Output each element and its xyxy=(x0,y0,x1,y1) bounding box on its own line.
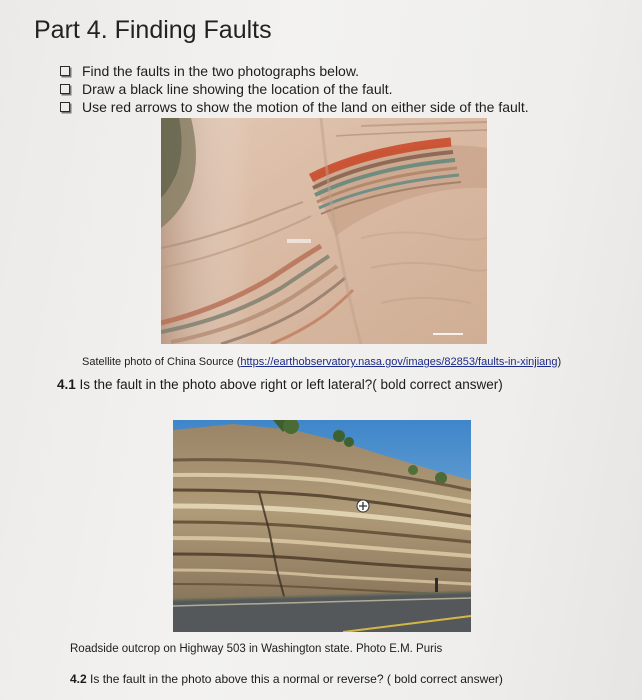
checklist-item xyxy=(60,80,529,98)
caption-suffix: ) xyxy=(557,356,562,368)
instruction-checklist xyxy=(60,62,529,116)
source-link[interactable]: https://earthobservatory.nasa.gov/images/82853/faults-in-xinjiang xyxy=(240,356,558,368)
question-number: 4.1 xyxy=(57,377,76,392)
outcrop-photo-caption: Roadside outcrop on Highway 503 in Washington state. Photo E.M. Puris xyxy=(70,643,443,655)
question-number: 4.2 xyxy=(70,672,87,686)
page-title: Part 4. Finding Faults xyxy=(34,16,272,44)
caption-prefix: Satellite photo of China Source ( xyxy=(82,356,241,368)
checklist-item xyxy=(60,62,529,80)
question-4-1 xyxy=(57,377,503,392)
satellite-photo-caption xyxy=(82,356,561,368)
question-text: Is the fault in the photo above right or left lateral?( bold correct answer) xyxy=(79,377,503,392)
checklist-item-label: Use red arrows to show the motion of the land on either side of the fault. xyxy=(82,99,529,115)
satellite-photo xyxy=(161,118,487,344)
checklist-item-label: Find the faults in the two photographs below. xyxy=(82,63,360,79)
question-text: Is the fault in the photo above this a normal or reverse? ( bold correct answer) xyxy=(90,672,503,686)
roadside-outcrop-photo xyxy=(173,420,471,632)
question-4-2 xyxy=(70,672,503,686)
checkbox-icon[interactable] xyxy=(60,102,70,112)
checklist-item-label: Draw a black line showing the location of the fault. xyxy=(82,81,393,97)
checkbox-icon[interactable] xyxy=(60,84,70,94)
checklist-item xyxy=(60,98,529,116)
checkbox-icon[interactable] xyxy=(60,66,70,76)
